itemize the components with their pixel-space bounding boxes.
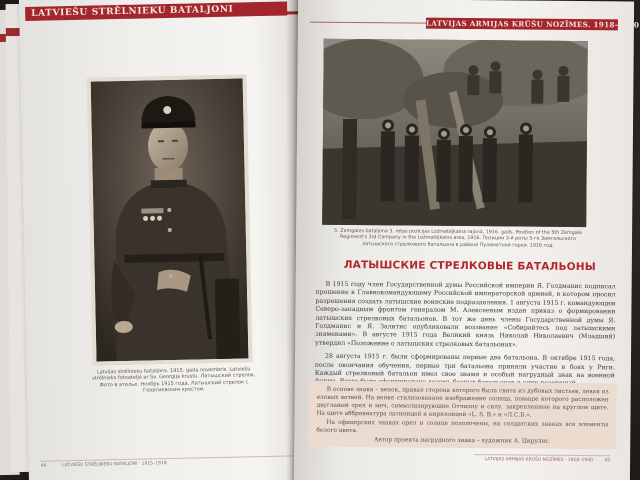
portrait-caption: Latvijas strēlnieku bataljons. 1915. gada novembris. Latviešu strēlnieks fotoateljē ar Sv. Georgija krustu. Латышский стрелок. Фото в ателье. Ноябрь 1915 года. Латышский стрелок с Георгиевским крестом.: [92, 366, 256, 394]
article-body: [315, 281, 616, 394]
left-page: [19, 0, 319, 480]
right-page-header: LATVIJAS ARMIJAS KRŪŠU NOZĪMES. 1918-1940: [425, 18, 640, 30]
right-footer-title: LATVIJAS ARMIJAS KRŪŠU NOZĪMES · 1918–1940: [484, 457, 593, 464]
article-paragraph: В 1915 году член Государственной думы Российской империи Я. Голдманис подписал прошение к Главнокомандующему Российской императорской армией, в котором просил разрешения создать латышские воинские подразделения. 1 августа 1915 г. командующим Северо-западным фронтом генералом М. Алексеевым издан приказ о формировании латышских стрелковых батальонов. В тот же день члены Государственной думы Я. Голдманис и Я. Залитис опубликовали воззвание «Собирайтесь под латышскими знаменами». В августе 1915 года Великий князь Николай Николаевич (Младший) утвердил «Положение о латышских стрелковых батальонах».: [315, 280, 616, 349]
left-page-number: 44: [40, 463, 47, 469]
trench-soldiers-photo: [322, 39, 588, 227]
badge-description-box: [308, 381, 617, 450]
left-footer-title: LATVIEŠU STRĒLNIEKU BATALJONI · 1915–1918: [61, 461, 167, 469]
soldier-portrait-image: [91, 78, 249, 361]
article-paragraph: 28 августа 1915 г. были сформированы первые два батальона. В октябре 1915 года, после окончания обучения, первые три батальона приняли участие в боях у Риги. Каждый стрелковый батальон имел свое знамя и особый нагрудный знак на военной: [314, 353, 616, 380]
box-paragraph: На офицерских знаках орел и солнце позолочены, на солдатских знаках все элементы белого цвета.: [316, 419, 609, 435]
trench-photo-caption: 5. Zemgales bataljona 3. rotas pozīcijas Ložmetējkalna rajonā, 1916. gads. Position of the 5th Zemgale Regiment's 3rd Company in the Ložmetējkalns area, 1916. Позиции 3-й роты 5-го Земгальского латышского стрелкового батальона в районе Пулеметной горки. 1916 год.: [334, 228, 583, 249]
left-page-footer: [41, 455, 301, 468]
box-paragraph: В основе знака – венок, правая сторона которого была свита из дубовых листьев, левая из еловых ветвей. На венке стилизованное изображение солнца, повыше которого расположен двуглавый орел и меч, символизирующие Отчизну и силу, закрепленные на круглом щите. На щите аббревиатура латиницей и кириллицей «L. S. B.» и «Л.С.Б.».: [316, 386, 609, 419]
section-title: ЛАТЫШСКИЕ СТРЕЛКОВЫЕ БАТАЛЬОНЫ: [343, 258, 596, 274]
soldier-portrait-photo: [87, 74, 253, 365]
trench-soldiers-image: [322, 39, 588, 227]
right-page-number: 45: [604, 458, 611, 464]
right-page-footer: [474, 454, 610, 463]
right-page: [294, 0, 640, 480]
box-author-line: Автор проекта нагрудного знака – художник А. Цирулис.: [374, 437, 551, 445]
left-page-header: LATVIEŠU STRĒLNIEKU BATALJONI: [25, 1, 287, 20]
